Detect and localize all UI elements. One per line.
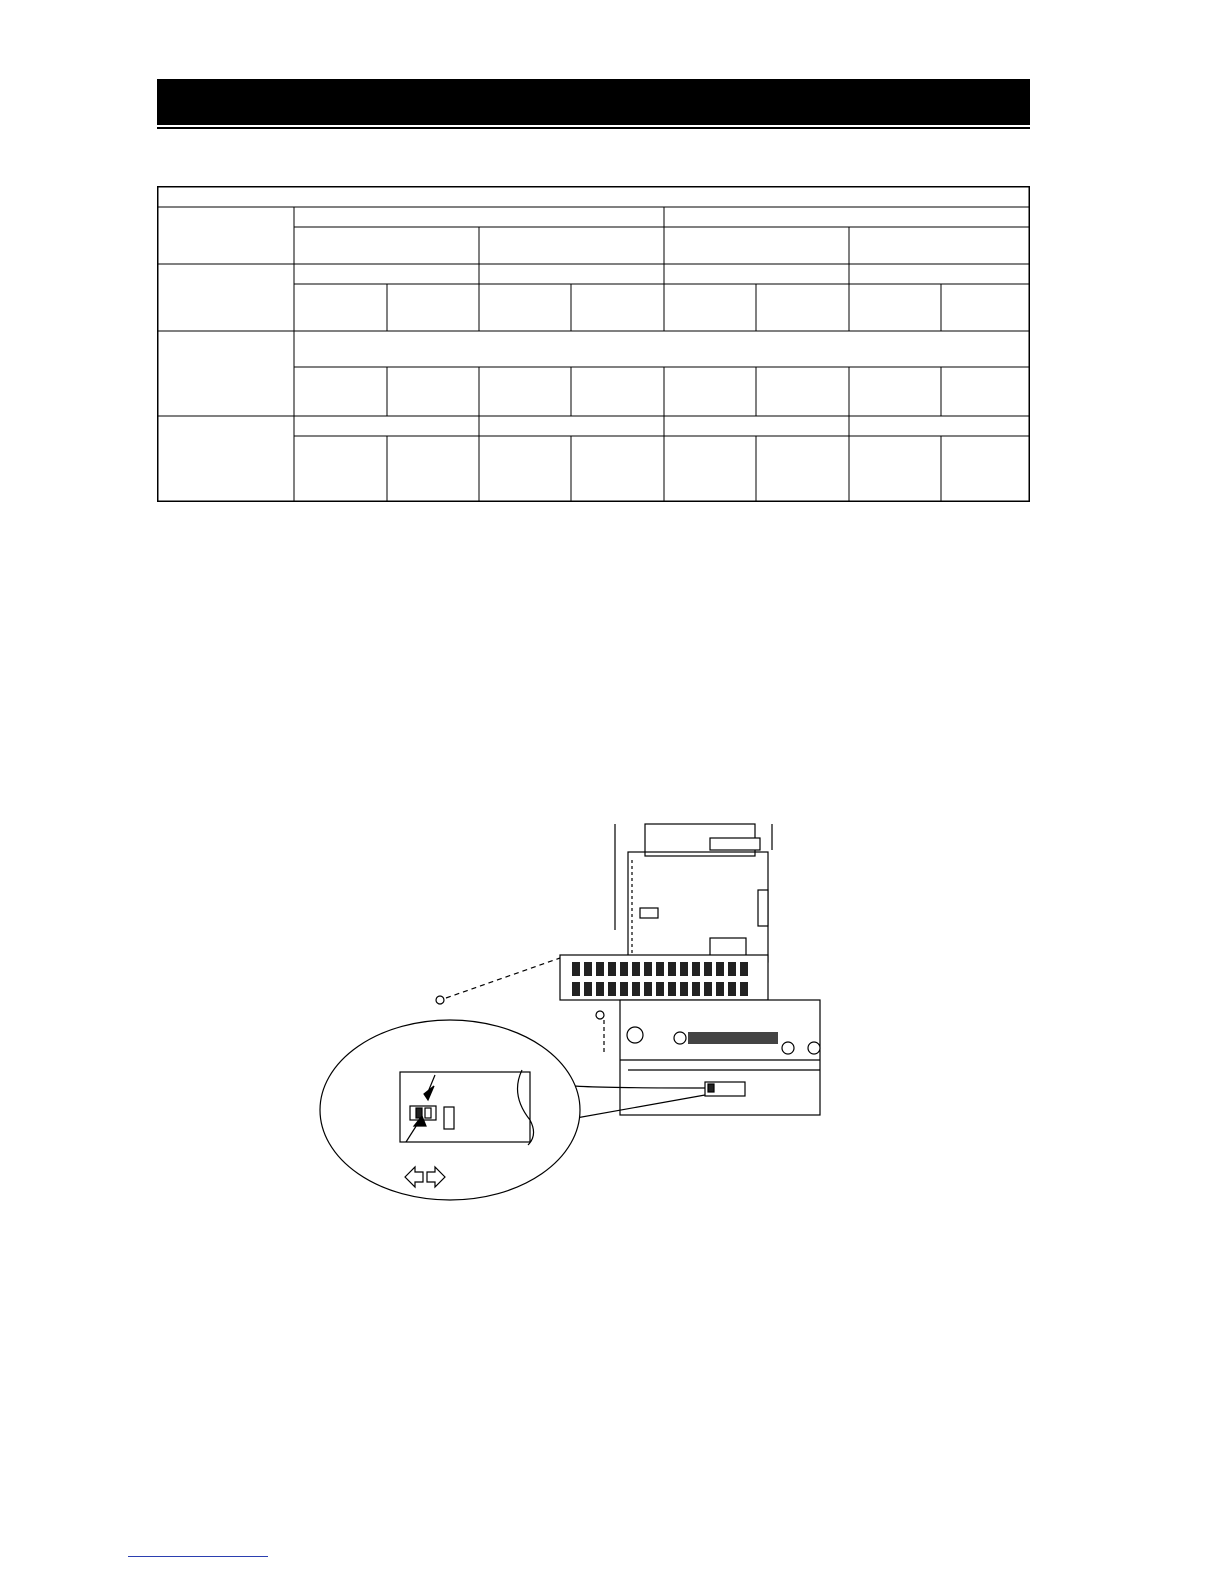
screw-hole xyxy=(596,1011,604,1019)
spec-table-grid xyxy=(157,186,1030,502)
edge-connector xyxy=(688,1032,778,1044)
lower-chassis xyxy=(620,1000,820,1115)
screw-guide-line xyxy=(446,958,560,998)
section-header-bar xyxy=(157,79,1030,125)
footer-link[interactable] xyxy=(128,1556,268,1557)
board-component xyxy=(640,908,658,918)
header-underline xyxy=(157,127,1030,129)
installation-diagram xyxy=(310,820,830,1210)
ribbon-connector xyxy=(710,838,760,850)
control-board xyxy=(628,852,768,962)
dip-switch-lever-2 xyxy=(425,1108,431,1118)
spec-table xyxy=(157,186,1030,502)
standoff-left xyxy=(627,1027,643,1043)
adjacent-component xyxy=(444,1107,454,1129)
table-outer-border xyxy=(158,187,1030,502)
terminal-board-drawing xyxy=(310,820,830,1210)
side-connector xyxy=(758,890,768,926)
mounting-screw xyxy=(436,996,444,1004)
